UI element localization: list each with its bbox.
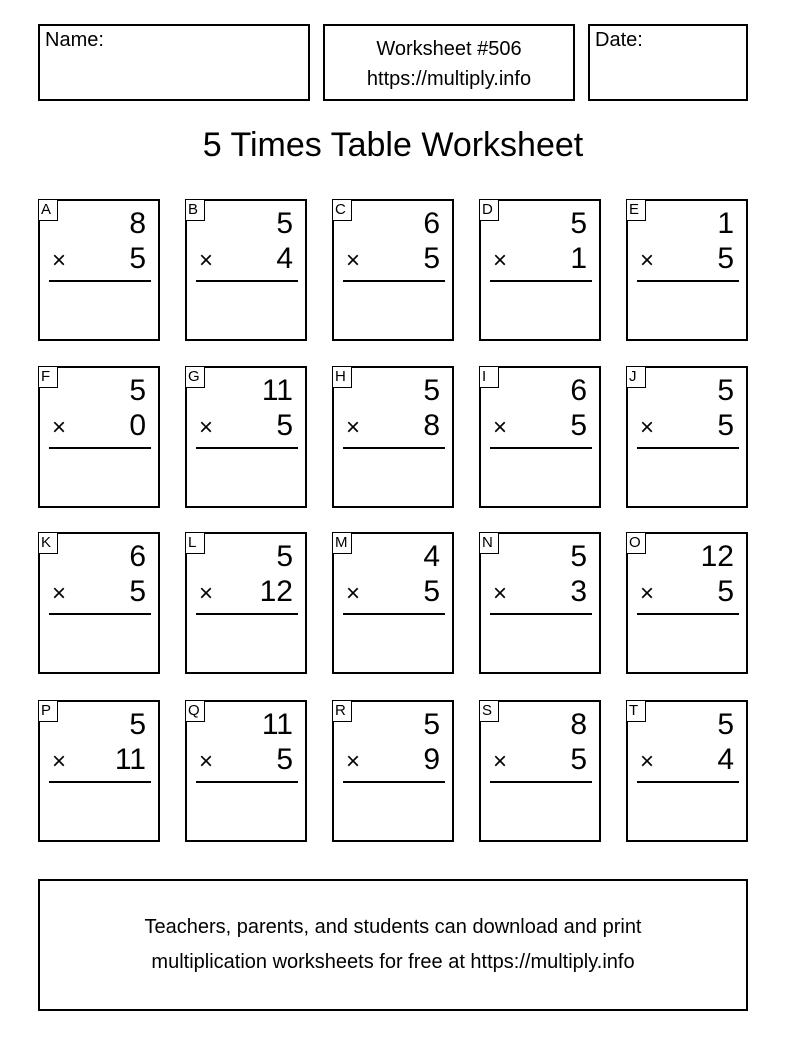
name-label: Name: (45, 29, 104, 51)
problem-e[interactable] (626, 199, 748, 341)
multiplier: 5 (570, 409, 587, 442)
problem-letter: Q (185, 700, 205, 722)
problem-letter: S (479, 700, 499, 722)
multiplier: 11 (114, 743, 146, 776)
answer-line (490, 280, 592, 282)
problem-b[interactable] (185, 199, 307, 341)
times-sign: × (199, 414, 214, 441)
multiplier: 5 (717, 409, 734, 442)
multiplier: 3 (570, 575, 587, 608)
multiplicand: 12 (700, 540, 734, 573)
problem-r[interactable] (332, 700, 454, 842)
page-title: 5 Times Table Worksheet (202, 126, 584, 164)
multiplier: 9 (423, 743, 440, 776)
multiplier: 4 (717, 743, 734, 776)
date-label: Date: (595, 29, 643, 51)
multiplier: 12 (259, 575, 293, 608)
times-sign: × (640, 247, 655, 274)
answer-line (637, 280, 739, 282)
multiplicand: 5 (423, 374, 440, 407)
multiplier: 5 (129, 242, 146, 275)
times-sign: × (52, 247, 67, 274)
times-sign: × (493, 247, 508, 274)
answer-line (49, 613, 151, 615)
answer-line (343, 613, 445, 615)
problem-letter: D (479, 199, 499, 221)
date-box[interactable] (588, 24, 748, 101)
problem-q[interactable] (185, 700, 307, 842)
answer-line (196, 781, 298, 783)
times-sign: × (346, 414, 361, 441)
problem-m[interactable] (332, 532, 454, 674)
multiplicand: 5 (423, 708, 440, 741)
footer-line-2: multiplication worksheets for free at https://multiply.info (151, 951, 635, 973)
problem-letter: R (332, 700, 352, 722)
problem-n[interactable] (479, 532, 601, 674)
answer-line (196, 447, 298, 449)
problem-letter: I (479, 366, 499, 388)
problem-letter: H (332, 366, 352, 388)
times-sign: × (52, 748, 67, 775)
multiplicand: 8 (129, 207, 146, 240)
multiplier: 5 (717, 242, 734, 275)
times-sign: × (640, 580, 655, 607)
answer-line (49, 781, 151, 783)
problem-t[interactable] (626, 700, 748, 842)
answer-line (343, 280, 445, 282)
multiplier: 5 (129, 575, 146, 608)
answer-line (49, 447, 151, 449)
answer-line (490, 613, 592, 615)
multiplicand: 8 (570, 708, 587, 741)
multiplicand: 1 (717, 207, 734, 240)
multiplicand: 6 (129, 540, 146, 573)
multiplier: 5 (276, 743, 293, 776)
multiplicand: 5 (570, 540, 587, 573)
problem-s[interactable] (479, 700, 601, 842)
problem-d[interactable] (479, 199, 601, 341)
multiplicand: 11 (261, 374, 293, 407)
multiplicand: 11 (261, 708, 293, 741)
problem-letter: J (626, 366, 646, 388)
worksheet-url: https://multiply.info (366, 68, 532, 90)
problem-l[interactable] (185, 532, 307, 674)
answer-line (343, 447, 445, 449)
multiplicand: 6 (423, 207, 440, 240)
multiplier: 0 (129, 409, 146, 442)
times-sign: × (346, 247, 361, 274)
multiplier: 5 (423, 242, 440, 275)
multiplicand: 4 (423, 540, 440, 573)
problem-c[interactable] (332, 199, 454, 341)
problem-f[interactable] (38, 366, 160, 508)
problem-letter: P (38, 700, 58, 722)
times-sign: × (346, 580, 361, 607)
problem-letter: E (626, 199, 646, 221)
multiplicand: 5 (129, 374, 146, 407)
multiplier: 1 (570, 242, 587, 275)
problem-i[interactable] (479, 366, 601, 508)
problem-g[interactable] (185, 366, 307, 508)
multiplicand: 6 (570, 374, 587, 407)
multiplicand: 5 (717, 708, 734, 741)
problem-letter: L (185, 532, 205, 554)
problem-letter: O (626, 532, 646, 554)
multiplicand: 5 (276, 207, 293, 240)
times-sign: × (493, 414, 508, 441)
multiplicand: 5 (570, 207, 587, 240)
problem-letter: B (185, 199, 205, 221)
problem-letter: C (332, 199, 352, 221)
times-sign: × (640, 748, 655, 775)
times-sign: × (199, 247, 214, 274)
times-sign: × (493, 580, 508, 607)
problem-letter: M (332, 532, 352, 554)
times-sign: × (52, 580, 67, 607)
multiplier: 8 (423, 409, 440, 442)
multiplicand: 5 (129, 708, 146, 741)
multiplicand: 5 (276, 540, 293, 573)
answer-line (637, 613, 739, 615)
answer-line (637, 447, 739, 449)
worksheet-info-box (323, 24, 575, 101)
problem-j[interactable] (626, 366, 748, 508)
footer-box (38, 879, 748, 1011)
answer-line (196, 280, 298, 282)
problem-k[interactable] (38, 532, 160, 674)
problem-o[interactable] (626, 532, 748, 674)
problem-letter: F (38, 366, 58, 388)
answer-line (49, 280, 151, 282)
problem-letter: G (185, 366, 205, 388)
problem-p[interactable] (38, 700, 160, 842)
multiplier: 5 (717, 575, 734, 608)
name-box[interactable] (38, 24, 310, 101)
times-sign: × (52, 414, 67, 441)
problem-letter: A (38, 199, 58, 221)
problem-h[interactable] (332, 366, 454, 508)
problem-letter: N (479, 532, 499, 554)
problem-letter: T (626, 700, 646, 722)
worksheet-number: Worksheet #506 (376, 38, 522, 60)
multiplier: 5 (276, 409, 293, 442)
multiplicand: 5 (717, 374, 734, 407)
answer-line (490, 447, 592, 449)
multiplier: 4 (276, 242, 293, 275)
answer-line (637, 781, 739, 783)
answer-line (490, 781, 592, 783)
multiplier: 5 (570, 743, 587, 776)
footer-line-1: Teachers, parents, and students can download and print (144, 916, 642, 938)
problem-letter: K (38, 532, 58, 554)
times-sign: × (640, 414, 655, 441)
times-sign: × (199, 748, 214, 775)
multiplier: 5 (423, 575, 440, 608)
answer-line (196, 613, 298, 615)
answer-line (343, 781, 445, 783)
problem-a[interactable] (38, 199, 160, 341)
times-sign: × (346, 748, 361, 775)
times-sign: × (199, 580, 214, 607)
times-sign: × (493, 748, 508, 775)
